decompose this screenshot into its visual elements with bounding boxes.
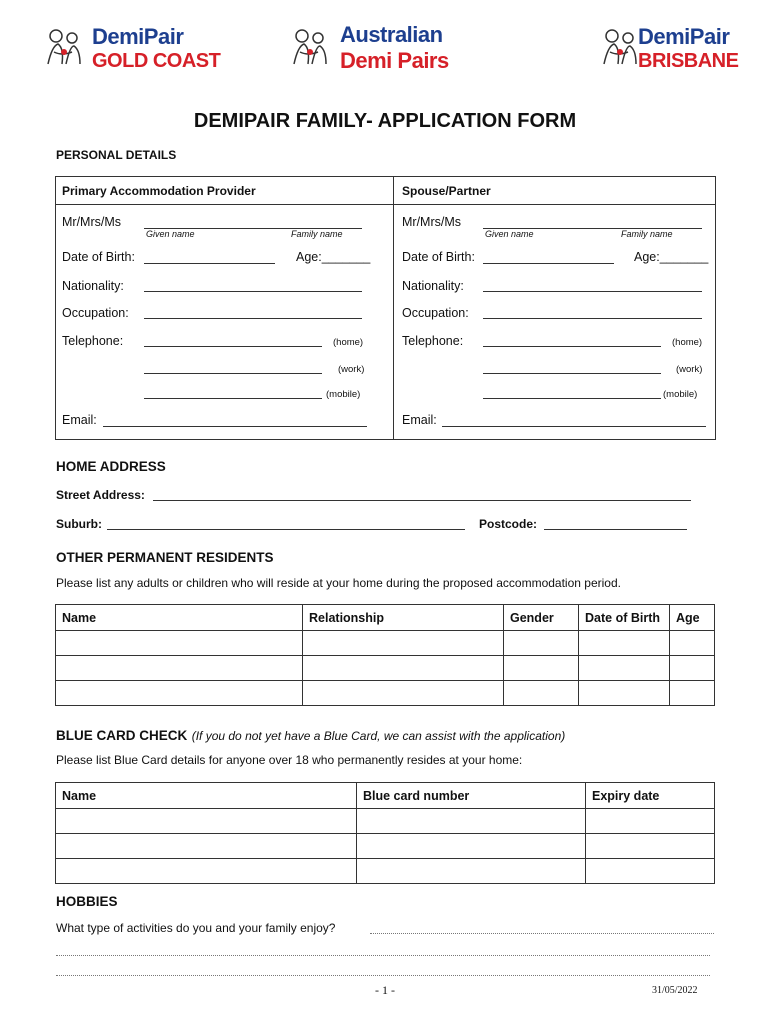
column-header: Expiry date	[586, 783, 715, 809]
table-cell[interactable]	[586, 834, 715, 859]
table-cell[interactable]	[303, 656, 504, 681]
table-row	[56, 834, 715, 859]
table-row	[56, 681, 715, 706]
table-cell[interactable]	[504, 681, 579, 706]
divider	[55, 204, 715, 205]
table-cell[interactable]	[670, 656, 715, 681]
primary-title-label: Mr/Mrs/Ms	[62, 215, 122, 229]
table-cell[interactable]	[579, 656, 670, 681]
bluecard-instruction: Please list Blue Card details for anyone over 18 who permanently resides at your home:	[56, 753, 523, 767]
home-note: (home)	[672, 337, 703, 348]
logo-australian-demi-pairs	[288, 22, 468, 78]
table-row	[56, 631, 715, 656]
spouse-nationality-field[interactable]	[483, 291, 702, 292]
primary-email-label: Email:	[62, 413, 97, 427]
table-row	[56, 809, 715, 834]
table-cell[interactable]	[56, 809, 357, 834]
spouse-email-field[interactable]	[442, 426, 706, 427]
table-header-row	[56, 783, 715, 809]
spouse-mobile-field[interactable]	[483, 398, 661, 399]
footer-date: 31/05/2022	[652, 985, 698, 996]
logo-line1: DemiPair	[638, 24, 730, 49]
primary-nationality-field[interactable]	[144, 291, 362, 292]
residents-instruction: Please list any adults or children who will reside at your home during the proposed accommodation period.	[56, 576, 621, 590]
table-row	[56, 656, 715, 681]
residents-heading: OTHER PERMANENT RESIDENTS	[56, 550, 274, 565]
home-note: (home)	[333, 337, 364, 348]
suburb-label: Suburb:	[56, 517, 102, 531]
table-cell[interactable]	[504, 656, 579, 681]
column-header: Name	[56, 783, 357, 809]
primary-nationality-label: Nationality:	[62, 279, 124, 293]
primary-mobile-field[interactable]	[144, 398, 322, 399]
spouse-home-phone-field[interactable]	[483, 346, 661, 347]
work-note: (work)	[338, 364, 365, 375]
spouse-work-phone-field[interactable]	[483, 373, 661, 374]
family-name-hint: Family name	[291, 229, 343, 239]
spouse-header: Spouse/Partner	[402, 184, 491, 198]
divider	[393, 176, 394, 439]
table-cell[interactable]	[586, 809, 715, 834]
personal-details-box	[55, 176, 716, 440]
personal-details-heading: PERSONAL DETAILS	[56, 148, 177, 162]
logo-line2: Demi Pairs	[340, 48, 449, 73]
postcode-label: Postcode:	[479, 517, 538, 531]
street-address-label: Street Address:	[56, 488, 145, 502]
hobbies-answer-line[interactable]	[370, 933, 714, 934]
table-cell[interactable]	[357, 809, 586, 834]
form-title: DEMIPAIR FAMILY- APPLICATION FORM	[193, 110, 577, 132]
street-address-field[interactable]	[153, 500, 691, 501]
hobbies-answer-line[interactable]	[56, 955, 710, 956]
family-name-hint: Family name	[621, 229, 673, 239]
primary-email-field[interactable]	[103, 426, 367, 427]
table-cell[interactable]	[303, 681, 504, 706]
table-cell[interactable]	[357, 834, 586, 859]
logo-line1: Australian	[340, 22, 443, 47]
table-header-row	[56, 605, 715, 631]
column-header: Age	[670, 605, 715, 631]
table-cell[interactable]	[504, 631, 579, 656]
spouse-telephone-label: Telephone:	[402, 334, 464, 348]
work-note: (work)	[676, 364, 703, 375]
table-cell[interactable]	[579, 631, 670, 656]
column-header: Name	[56, 605, 303, 631]
bluecard-heading: BLUE CARD CHECK	[56, 728, 188, 743]
table-cell[interactable]	[56, 656, 303, 681]
logo-line1: DemiPair	[92, 24, 184, 49]
given-name-hint: Given name	[146, 229, 195, 239]
column-header: Date of Birth	[579, 605, 670, 631]
primary-home-phone-field[interactable]	[144, 346, 322, 347]
logo-line2: GOLD COAST	[92, 50, 221, 72]
spouse-dob-label: Date of Birth:	[402, 250, 475, 264]
column-header: Blue card number	[357, 783, 586, 809]
primary-occupation-label: Occupation:	[62, 306, 129, 320]
table-cell[interactable]	[670, 631, 715, 656]
spouse-occupation-label: Occupation:	[402, 306, 469, 320]
spouse-age-label[interactable]: Age:_______	[634, 250, 709, 264]
primary-dob-label: Date of Birth:	[62, 250, 135, 264]
family-sketch-icon	[288, 24, 334, 70]
logo-demipair-gold-coast	[42, 22, 221, 78]
logo-demipair-brisbane	[598, 22, 748, 78]
residents-table	[55, 604, 715, 706]
hobbies-heading: HOBBIES	[56, 894, 118, 909]
spouse-nationality-label: Nationality:	[402, 279, 464, 293]
bluecard-note: (If you do not yet have a Blue Card, we can assist with the application)	[191, 729, 566, 743]
column-header: Gender	[504, 605, 579, 631]
column-header: Relationship	[303, 605, 504, 631]
spouse-occupation-field[interactable]	[483, 318, 702, 319]
table-cell[interactable]	[670, 681, 715, 706]
table-cell[interactable]	[586, 859, 715, 884]
primary-dob-field[interactable]	[144, 263, 275, 264]
table-cell[interactable]	[56, 834, 357, 859]
primary-occupation-field[interactable]	[144, 318, 362, 319]
primary-header: Primary Accommodation Provider	[62, 184, 256, 198]
hobbies-answer-line[interactable]	[56, 975, 710, 976]
bluecard-table	[55, 782, 715, 884]
spouse-title-label: Mr/Mrs/Ms	[402, 215, 462, 229]
table-cell[interactable]	[303, 631, 504, 656]
primary-work-phone-field[interactable]	[144, 373, 322, 374]
table-cell[interactable]	[56, 859, 357, 884]
logo-line2: BRISBANE	[638, 50, 739, 72]
spouse-dob-field[interactable]	[483, 263, 614, 264]
page-number: - 1 -	[375, 983, 395, 997]
given-name-hint: Given name	[485, 229, 534, 239]
bluecard-heading-line	[56, 727, 565, 745]
spouse-email-label: Email:	[402, 413, 437, 427]
table-cell[interactable]	[357, 859, 586, 884]
mobile-note: (mobile)	[326, 389, 361, 400]
primary-age-label[interactable]: Age:_______	[296, 250, 371, 264]
table-cell[interactable]	[56, 681, 303, 706]
table-cell[interactable]	[579, 681, 670, 706]
home-address-heading: HOME ADDRESS	[56, 459, 166, 474]
table-row	[56, 859, 715, 884]
postcode-field[interactable]	[544, 529, 687, 530]
family-sketch-icon	[42, 24, 88, 70]
hobbies-question: What type of activities do you and your family enjoy?	[56, 921, 336, 935]
primary-telephone-label: Telephone:	[62, 334, 124, 348]
suburb-field[interactable]	[107, 529, 465, 530]
table-cell[interactable]	[56, 631, 303, 656]
mobile-note: (mobile)	[663, 389, 698, 400]
